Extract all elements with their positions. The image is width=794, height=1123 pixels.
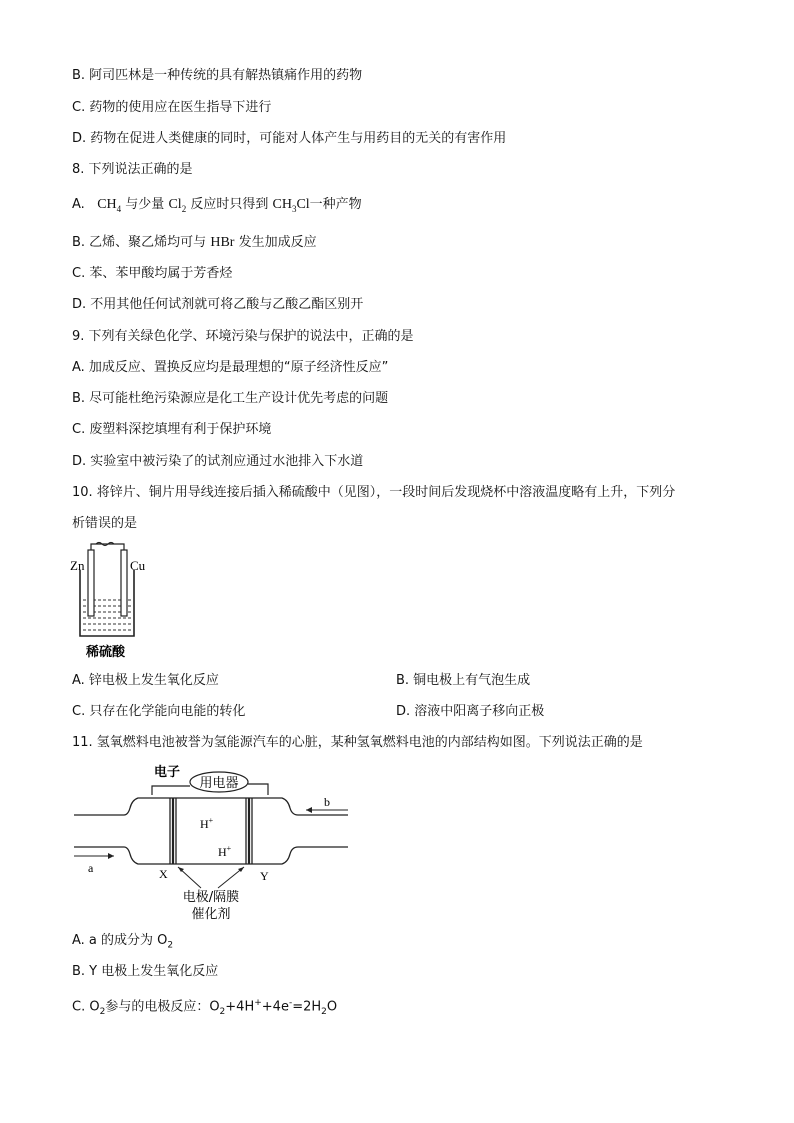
electrode-x xyxy=(170,798,176,864)
q7-option-b: B. 阿司匹林是一种传统的具有解热镇痛作用的药物 xyxy=(72,68,363,83)
zn-label: Zn xyxy=(70,558,85,573)
q9-option-b: B. 尽可能杜绝污染源应是化工生产设计优先考虑的问题 xyxy=(72,391,389,406)
dilute-sulfuric-acid-label: 稀硫酸 xyxy=(86,645,126,660)
q9-option-d: D. 实验室中被污染了的试剂应通过水池排入下水道 xyxy=(72,454,364,469)
q8-option-d: D. 不用其他任何试剂就可将乙酸与乙酸乙酯区别开 xyxy=(72,297,364,312)
proton-label-2: H+ xyxy=(218,844,232,859)
fuel-cell-figure xyxy=(66,760,356,922)
q8-option-c: C. 苯、苯甲酸均属于芳香烃 xyxy=(72,266,233,281)
q8-option-b: B. 乙烯、聚乙烯均可与 HBr 发生加成反应 xyxy=(72,235,317,250)
electric-device-label: 用电器 xyxy=(199,776,239,791)
copper-electrode xyxy=(121,550,127,616)
y-label: Y xyxy=(260,869,269,883)
q10-stem-line2: 析错误的是 xyxy=(72,516,138,531)
q11-option-a: A. a 的成分为 $O_2$ xyxy=(72,933,174,951)
q10-option-a: A. 锌电极上发生氧化反应 xyxy=(72,673,219,688)
cu-label: Cu xyxy=(130,558,146,573)
zinc-electrode xyxy=(88,550,94,616)
catalyst-label: 催化剂 xyxy=(191,907,231,922)
q10-option-d: D. 溶液中阳离子移向正极 xyxy=(396,704,545,719)
electrode-membrane-label: 电极/隔膜 xyxy=(182,890,240,905)
proton-label-1: H+ xyxy=(200,816,214,831)
q10-option-b: B. 铜电极上有气泡生成 xyxy=(396,673,531,688)
q9-option-c: C. 废塑料深挖填埋有利于保护环境 xyxy=(72,422,272,437)
q9-option-a: A. 加成反应、置换反应均是最理想的“原子经济性反应” xyxy=(72,360,389,375)
electron-label: 电子 xyxy=(154,765,181,780)
q7-option-c: C. 药物的使用应在医生指导下进行 xyxy=(72,100,272,115)
q8-stem: 8. 下列说法正确的是 xyxy=(72,162,193,177)
q11-option-b: B. Y 电极上发生氧化反应 xyxy=(72,964,219,979)
q7-option-d: D. 药物在促进人类健康的同时，可能对人体产生与用药目的无关的有害作用 xyxy=(72,131,507,146)
q8-option-a: A. $CH_4$ 与少量 $Cl_2$ 反应时只得到 $CH_3Cl$一种产物 xyxy=(72,197,362,214)
inlet-a-label: a xyxy=(88,861,94,875)
inlet-b-label: b xyxy=(324,795,330,809)
q10-stem-line1: 10. 将锌片、铜片用导线连接后插入稀硫酸中（见图），一段时间后发现烧杯中溶液温度略有上升，下列分 xyxy=(72,485,676,500)
q9-stem: 9. 下列有关绿色化学、环境污染与保护的说法中，正确的是 xyxy=(72,329,414,344)
q11-stem: 11. 氢氧燃料电池被誉为氢能源汽车的心脏，某种氢氧燃料电池的内部结构如图。下列说法正确的是 xyxy=(72,735,643,750)
q11-option-c: C. $O_2$参与的电极反应：$O_2+4H^++4e^-=2H_2O$ xyxy=(72,998,338,1017)
q10-option-c: C. 只存在化学能向电能的转化 xyxy=(72,704,246,719)
x-label: X xyxy=(159,867,168,881)
electrode-y xyxy=(246,798,252,864)
galvanic-cell-figure xyxy=(66,540,166,662)
